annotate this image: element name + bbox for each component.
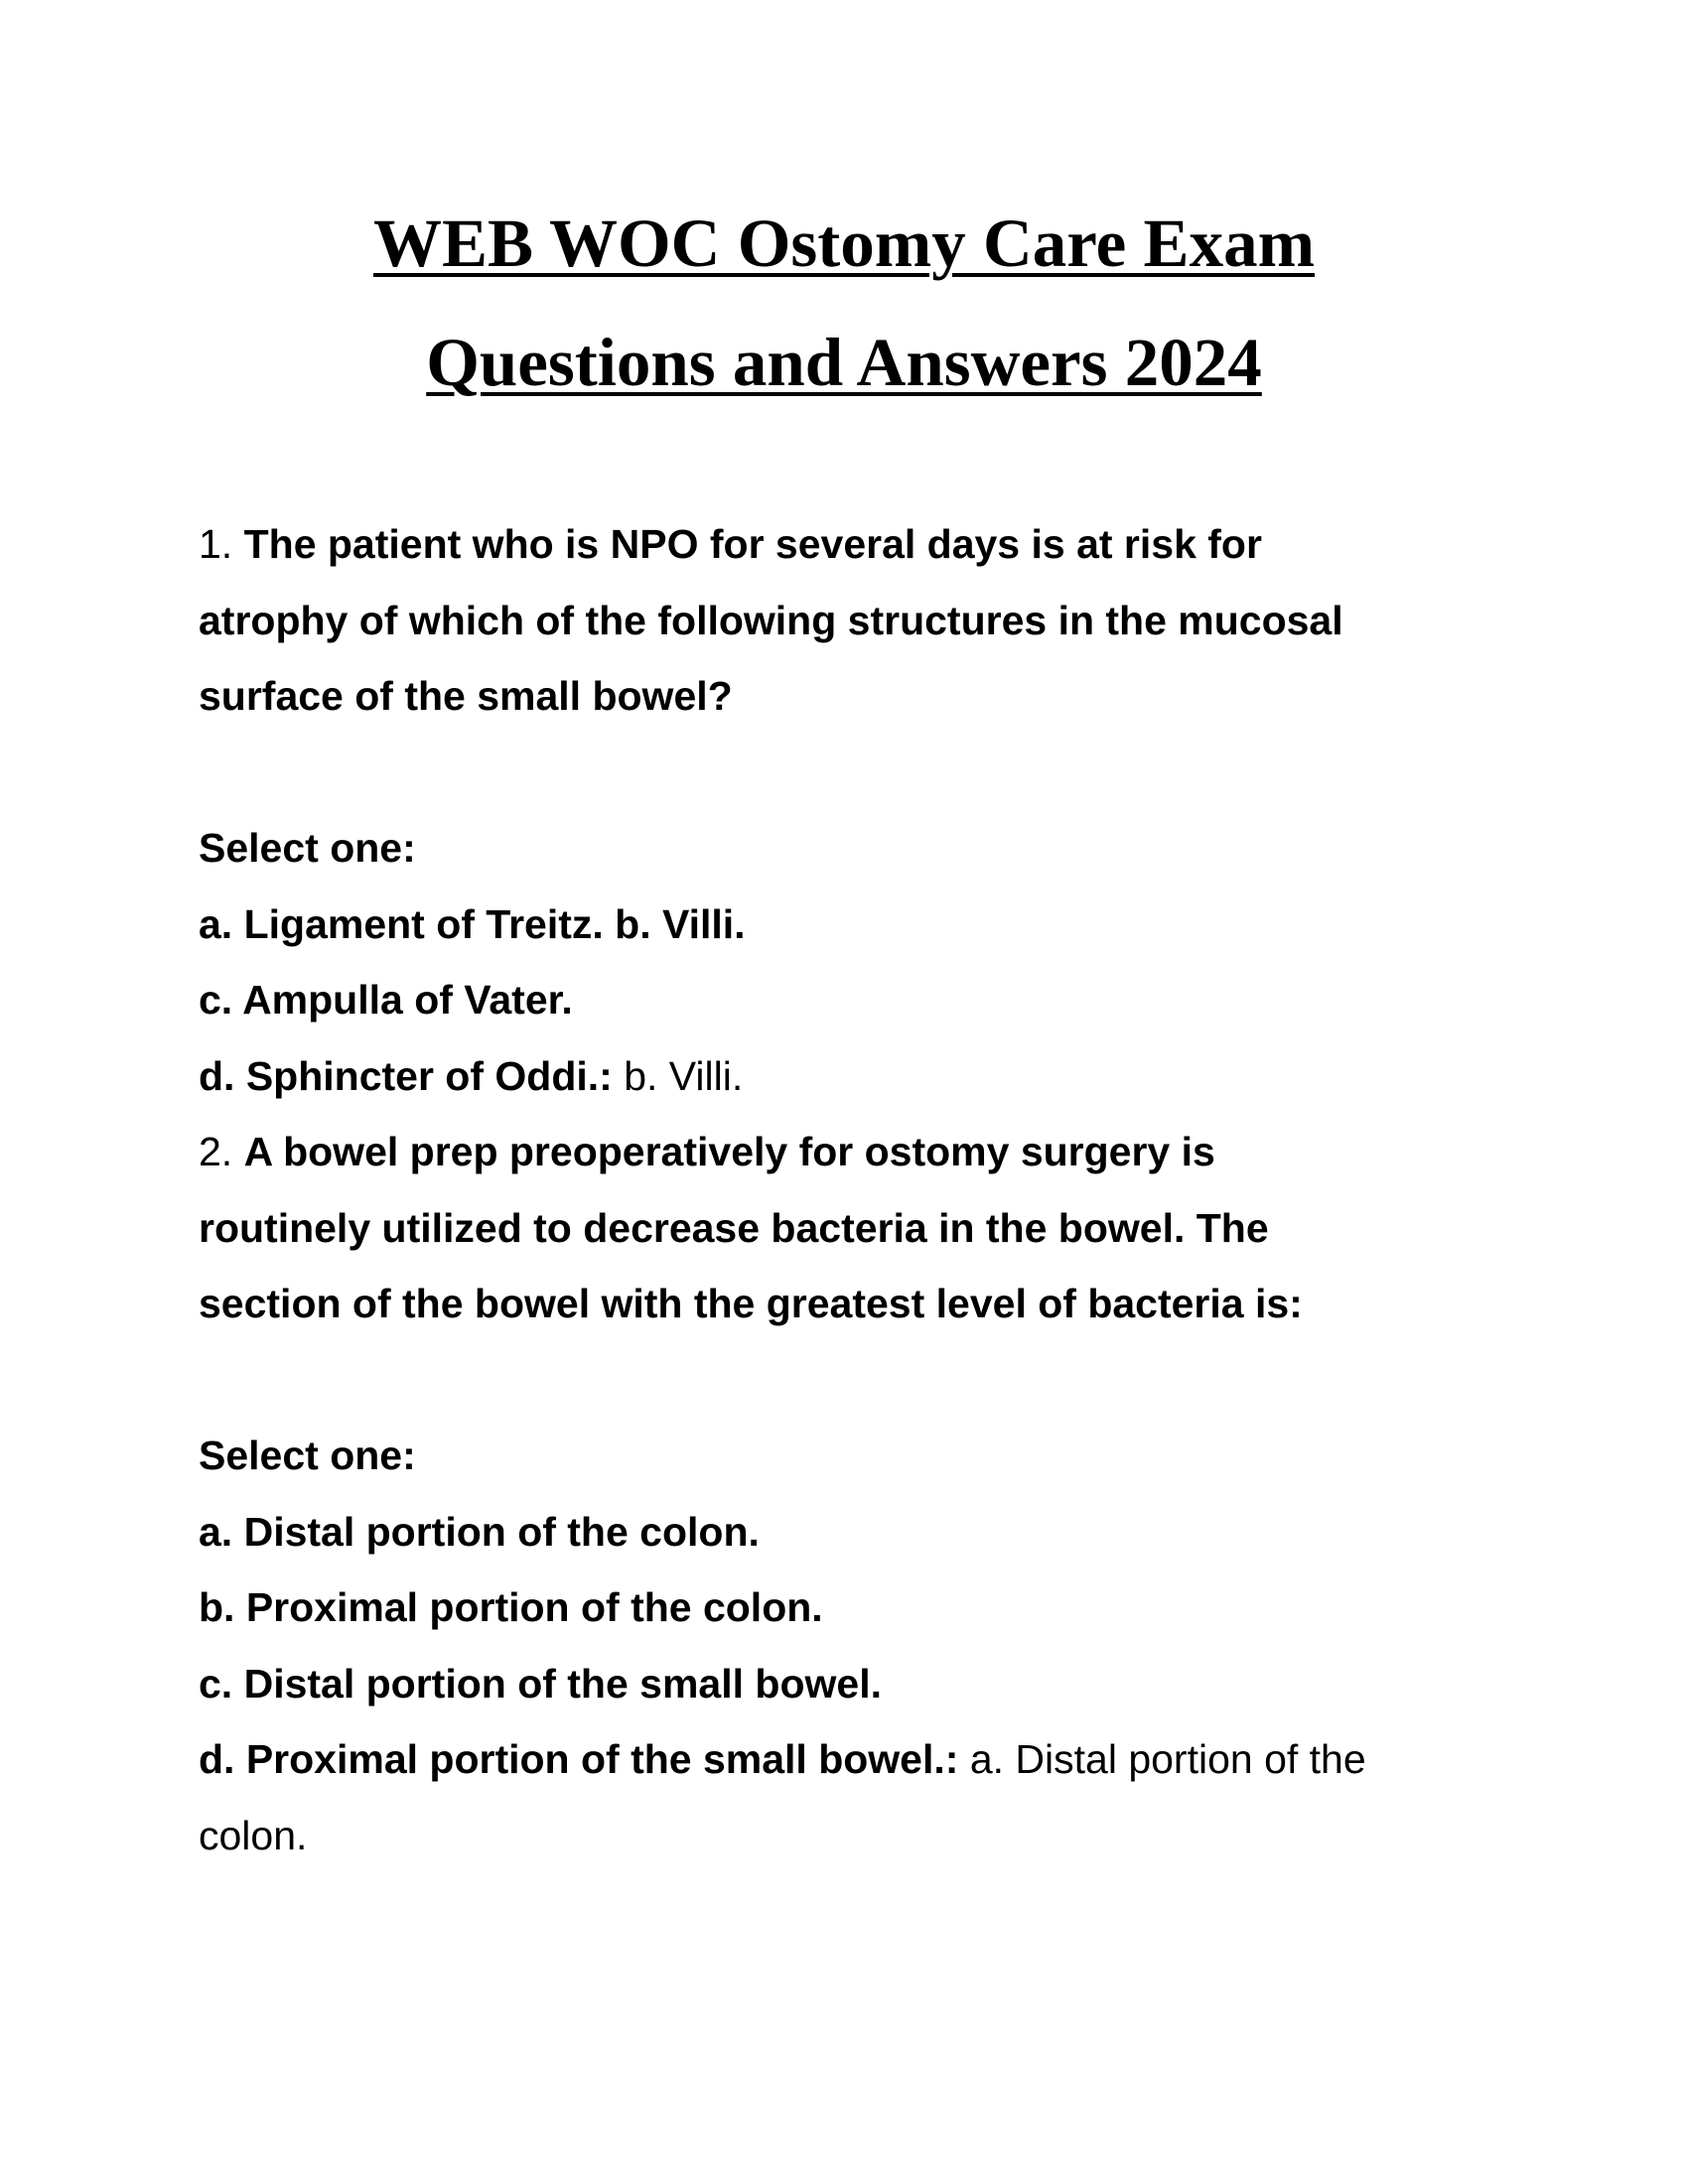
question-1-answer: b. Villi.: [624, 1052, 744, 1099]
question-2-answer-line-1: a. Distal portion of the: [969, 1736, 1366, 1782]
question-2-option-c: c. Distal portion of the small bowel.: [199, 1660, 882, 1706]
question-1-select-label: Select one:: [199, 825, 416, 871]
question-1-line-1: [199, 506, 1509, 583]
question-2-answer-continuation: [199, 1798, 1509, 1874]
question-1-line-3: [199, 658, 1509, 735]
question-2-line-3: [199, 1266, 1509, 1342]
question-2-text-line-3: section of the bowel with the greatest level of bacteria is:: [199, 1281, 1303, 1326]
document-title-line-2: Questions and Answers 2024: [426, 325, 1262, 400]
question-2-option-d-text: d. Proximal portion of the small bowel.:: [199, 1736, 959, 1782]
question-1-option-line-2: c. Ampulla of Vater.: [199, 977, 573, 1023]
question-1-option-line-1: a. Ligament of Treitz. b. Villi.: [199, 900, 746, 947]
question-2-option-a: a. Distal portion of the colon.: [199, 1508, 760, 1555]
question-2-answer-line-2: colon.: [199, 1812, 308, 1858]
question-2-number: 2.: [199, 1129, 233, 1174]
question-2-line-2: [199, 1190, 1509, 1267]
question-2-text-line-2: routinely utilized to decrease bacteria in the bowel. The: [199, 1204, 1269, 1251]
question-1-option-d-text: d. Sphincter of Oddi.:: [199, 1052, 613, 1099]
question-1-text-line-3: surface of the small bowel?: [199, 673, 733, 719]
question-2-text-line-1: A bowel prep preoperatively for ostomy surgery is: [243, 1129, 1215, 1174]
question-1-option-d: [199, 1038, 1509, 1115]
question-1-line-2: [199, 583, 1509, 659]
question-1-number: 1.: [199, 521, 233, 567]
question-2-option-b: b. Proximal portion of the colon.: [199, 1584, 823, 1630]
document-body: [199, 506, 1509, 1873]
question-2-option-d: [199, 1721, 1509, 1798]
question-1-text-line-2: atrophy of which of the following structures in the mucosal: [199, 597, 1343, 643]
question-1-text-line-1: The patient who is NPO for several days is at risk for: [243, 521, 1262, 567]
document-title-line-1: WEB WOC Ostomy Care Exam: [372, 205, 1316, 281]
question-2-line-1: [199, 1114, 1509, 1190]
question-2-select-label: Select one:: [199, 1433, 416, 1478]
question-2: [199, 1114, 1509, 1873]
question-1: [199, 506, 1509, 1114]
